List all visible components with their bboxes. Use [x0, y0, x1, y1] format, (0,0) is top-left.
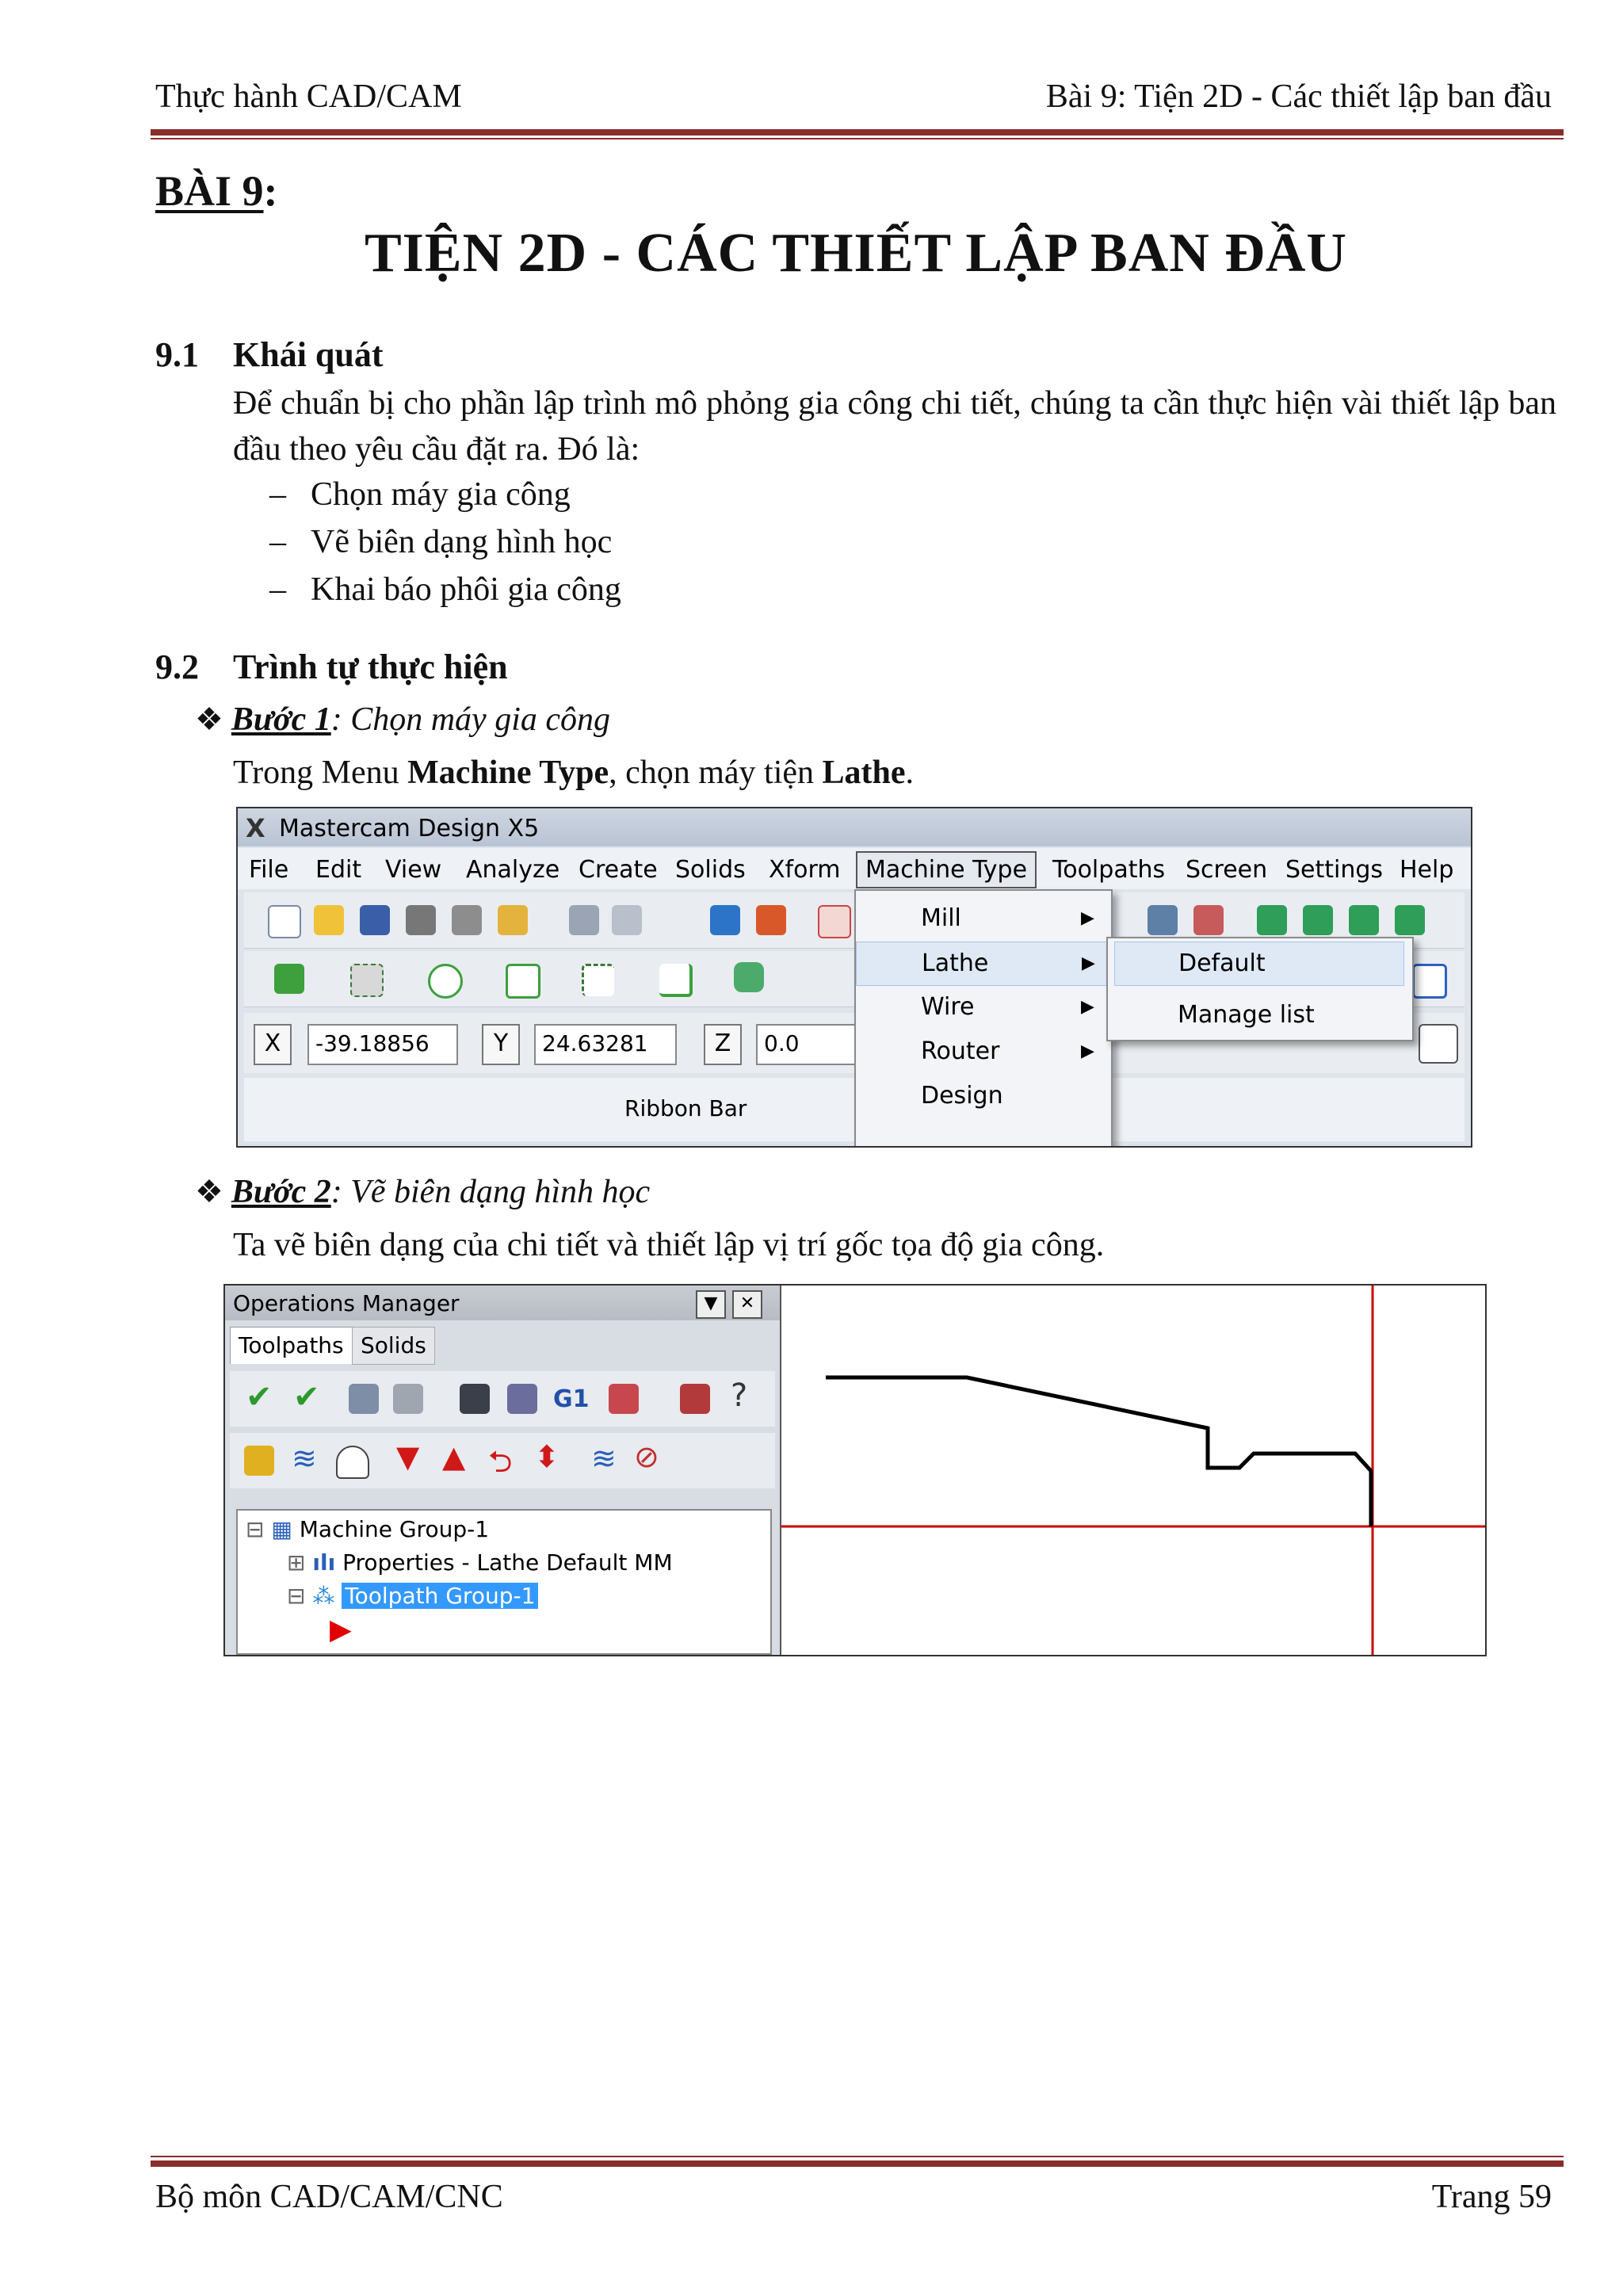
tab-toolpaths[interactable]: Toolpaths	[230, 1327, 353, 1364]
footer-left: Bộ môn CAD/CAM/CNC	[155, 2179, 503, 2215]
bullet-item: – Vẽ biên dạng hình học	[269, 524, 613, 560]
tool-delete-icon[interactable]	[1193, 905, 1224, 935]
paste-icon[interactable]	[498, 905, 528, 935]
section-heading-2: 9.2 Trình tự thực hiện	[155, 648, 508, 686]
regenerate-icon[interactable]	[349, 1384, 379, 1414]
point-icon[interactable]	[274, 964, 304, 994]
toolpath-group-icon: ⁂	[312, 1583, 335, 1609]
lathe-submenu	[1106, 937, 1414, 1041]
lesson-label: BÀI 9:	[155, 167, 278, 215]
print-icon[interactable]	[406, 905, 436, 935]
dropdown-item-router[interactable]: Router ▶	[856, 1030, 1108, 1073]
high-feed-icon[interactable]	[680, 1384, 710, 1414]
page-number: Trang 59	[1431, 2179, 1552, 2215]
step-1-paragraph: Trong Menu Machine Type, chọn máy tiện Lathe.	[233, 755, 915, 791]
collapse-icon[interactable]: ⊟	[246, 1516, 265, 1542]
operations-toolbar-2	[230, 1433, 775, 1488]
toolpath-display-icon[interactable]: ⊘	[634, 1439, 659, 1474]
circle-icon[interactable]	[428, 964, 463, 999]
machine-group-icon: ▦	[271, 1516, 292, 1542]
bullet-item: – Chọn máy gia công	[269, 476, 571, 513]
tree-item-properties[interactable]: ⊞ ılı Properties - Lathe Default MM	[287, 1549, 673, 1576]
tree-item-machine-group[interactable]: ⊟ ▦ Machine Group-1	[246, 1516, 490, 1542]
help-icon[interactable]: ?	[731, 1377, 748, 1414]
grid-icon[interactable]	[1412, 964, 1447, 999]
fit-icon[interactable]	[756, 905, 786, 935]
step-2-heading: ❖ Bước 2: Vẽ biên dạng hình học	[195, 1174, 651, 1210]
lathe-profile-drawing	[781, 1286, 1485, 1655]
save-icon[interactable]	[360, 905, 390, 935]
undo-icon[interactable]	[569, 905, 599, 935]
dropdown-item-lathe[interactable]: Lathe ▶	[856, 942, 1109, 986]
z-label[interactable]: Z	[704, 1024, 742, 1065]
menu-xform[interactable]: Xform	[769, 856, 841, 884]
view-iso-icon[interactable]	[1257, 905, 1287, 935]
menu-file[interactable]: File	[249, 856, 289, 884]
tool-icon[interactable]	[1148, 905, 1178, 935]
submenu-item-manage-list[interactable]: Manage list	[1178, 1001, 1315, 1029]
section-1-paragraph: Để chuẩn bị cho phần lập trình mô phỏng gia công chi tiết, chúng ta cần thực hiện vài thiết lập ban đầu theo yêu cầu đặt ra. Đó là:	[233, 385, 1556, 468]
collapse-icon[interactable]: ⊟	[287, 1583, 306, 1609]
view-top-icon[interactable]	[1303, 905, 1333, 935]
header-left: Thực hành CAD/CAM	[155, 78, 462, 115]
submenu-item-default[interactable]: Default	[1114, 942, 1404, 986]
pan-icon[interactable]	[710, 905, 740, 935]
page-title: TIỆN 2D - CÁC THIẾT LẬP BAN ĐẦU	[364, 223, 1347, 284]
x-value-field[interactable]: -39.18856	[307, 1024, 458, 1065]
select-dirty-icon[interactable]: ✔	[293, 1379, 320, 1415]
redo-icon[interactable]	[612, 905, 642, 935]
cut-icon[interactable]	[452, 905, 482, 935]
diamond-bullet-icon: ❖	[195, 1174, 223, 1209]
submenu-arrow-icon: ▶	[1081, 1041, 1094, 1061]
machine-type-dropdown	[854, 889, 1113, 1148]
graphics-viewport[interactable]	[781, 1286, 1485, 1655]
select-all-icon[interactable]: ✔	[246, 1379, 273, 1415]
header-rule-thin	[151, 138, 1564, 139]
operations-toolbar-1	[230, 1371, 775, 1427]
view-front-icon[interactable]	[1349, 905, 1379, 935]
operations-tree	[236, 1509, 772, 1655]
expand-icon[interactable]: ⊞	[287, 1549, 306, 1576]
diamond-bullet-icon: ❖	[195, 701, 223, 737]
properties-icon: ılı	[312, 1549, 336, 1576]
toggle-display-icon[interactable]: ≋	[292, 1441, 317, 1476]
menu-help[interactable]: Help	[1400, 856, 1454, 884]
ghost-icon[interactable]	[336, 1446, 369, 1479]
menu-solids[interactable]: Solids	[675, 856, 746, 884]
move-down-icon[interactable]: ▼	[396, 1439, 420, 1474]
operations-manager-screenshot	[223, 1284, 1487, 1656]
tree-item-toolpath-group[interactable]: ⊟ ⁂ Toolpath Group-1	[287, 1580, 538, 1612]
menu-analyze[interactable]: Analyze	[466, 856, 560, 884]
menu-settings[interactable]: Settings	[1285, 856, 1384, 884]
open-folder-icon[interactable]	[314, 905, 344, 935]
backplot-icon[interactable]	[460, 1384, 490, 1414]
mastercam-logo-icon: X	[246, 813, 265, 843]
new-file-icon[interactable]	[268, 905, 301, 938]
window-title: Mastercam Design X5	[279, 815, 540, 842]
regenerate-dirty-icon[interactable]	[393, 1384, 423, 1414]
ribbon-bar-label: Ribbon Bar	[624, 1095, 747, 1121]
scroll-icon[interactable]: ⬍	[534, 1439, 559, 1474]
dropdown-item-wire[interactable]: Wire ▶	[856, 986, 1108, 1029]
zoom-icon[interactable]	[818, 905, 851, 938]
move-up-icon[interactable]: ▲	[442, 1439, 466, 1474]
close-icon[interactable]: ✕	[732, 1290, 762, 1319]
step-1-heading: ❖ Bước 1: Chọn máy gia công	[195, 701, 611, 738]
panel-titlebar	[225, 1286, 780, 1320]
menu-bar	[238, 848, 1471, 889]
y-label[interactable]: Y	[482, 1024, 520, 1065]
line-icon[interactable]	[350, 964, 384, 997]
y-value-field[interactable]: 24.63281	[534, 1024, 677, 1065]
section-heading-1: 9.1 Khái quát	[155, 335, 384, 374]
step-2-paragraph: Ta vẽ biên dạng của chi tiết và thiết lập vị trí gốc tọa độ gia công.	[233, 1227, 1105, 1263]
rectangle-icon[interactable]	[506, 964, 540, 999]
z-value-field[interactable]: 0.0	[756, 1024, 861, 1065]
g1-icon[interactable]: G1	[553, 1385, 590, 1413]
dropdown-item-design[interactable]: Design	[921, 1082, 1003, 1110]
header-rule-thick	[151, 129, 1564, 136]
verify-icon[interactable]	[507, 1384, 537, 1414]
post-icon[interactable]	[609, 1384, 639, 1414]
window-titlebar	[238, 808, 1471, 846]
solid-icon[interactable]	[734, 962, 764, 992]
tab-solids[interactable]: Solids	[352, 1327, 435, 1365]
menu-edit[interactable]: Edit	[315, 856, 362, 884]
header-right: Bài 9: Tiện 2D - Các thiết lập ban đầu	[1045, 78, 1552, 115]
submenu-arrow-icon: ▶	[1082, 953, 1095, 973]
bullet-item: – Khai báo phôi gia công	[269, 571, 621, 608]
lock-icon[interactable]	[244, 1446, 274, 1476]
insert-arrow-icon[interactable]: ⮌	[488, 1444, 513, 1479]
footer-rule-thin	[151, 2156, 1564, 2157]
chamfer-icon[interactable]	[582, 964, 614, 996]
dropdown-icon[interactable]: ▼	[696, 1290, 726, 1319]
insert-arrow-icon: ▶	[330, 1614, 352, 1646]
select-cursor-icon[interactable]	[1419, 1024, 1458, 1064]
mastercam-menu-screenshot	[236, 807, 1472, 1148]
x-label[interactable]: X	[254, 1024, 292, 1065]
menu-view[interactable]: View	[385, 856, 442, 884]
menu-toolpaths[interactable]: Toolpaths	[1052, 856, 1166, 884]
fillet-icon[interactable]	[659, 964, 693, 997]
menu-screen[interactable]: Screen	[1186, 856, 1268, 884]
menu-create[interactable]: Create	[579, 856, 658, 884]
operations-manager-panel	[225, 1286, 781, 1655]
panel-title: Operations Manager	[233, 1290, 460, 1316]
footer-rule-thick	[151, 2160, 1564, 2167]
menu-machine-type[interactable]: Machine Type	[856, 851, 1037, 888]
view-side-icon[interactable]	[1395, 905, 1425, 935]
dropdown-item-mill[interactable]: Mill ▶	[856, 897, 1108, 940]
submenu-arrow-icon: ▶	[1081, 908, 1094, 928]
hide-toolpath-icon[interactable]: ≋	[591, 1441, 617, 1476]
part-profile	[826, 1377, 1371, 1526]
submenu-arrow-icon: ▶	[1081, 997, 1094, 1017]
